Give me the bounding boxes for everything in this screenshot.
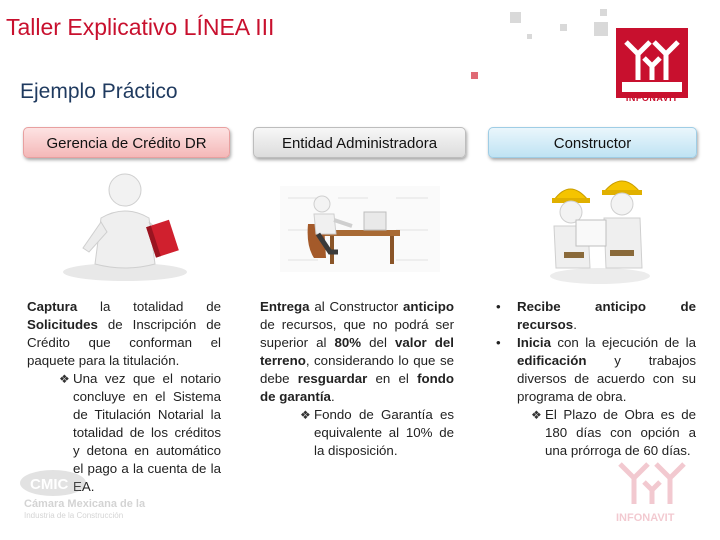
text-run: de recursos, que no podrá ser superior al <box>260 317 454 350</box>
text-run: la totalidad de <box>77 299 221 314</box>
column-entidad-text <box>260 298 454 460</box>
text-bold: Solicitudes <box>27 317 98 332</box>
logo-wordmark: INFONAVIT <box>625 93 679 103</box>
decor-square <box>527 34 532 39</box>
cmic-watermark-title: Cámara Mexicana de la <box>24 498 146 510</box>
decor-square <box>471 72 478 79</box>
text-bold: resguardar <box>297 371 368 386</box>
text-run: al Constructor <box>309 299 404 314</box>
construction-workers-image <box>540 164 660 286</box>
text-run: y trabajos diversos de acuerdo con su programa de obra. <box>517 353 696 404</box>
entidad-subitem <box>300 406 454 460</box>
svg-text:CMIC: CMIC <box>30 476 69 493</box>
person-at-desk-image <box>278 180 443 276</box>
bullet-dot-icon: • <box>496 299 501 314</box>
text-bold: Captura <box>27 299 78 314</box>
header-gerencia-credito: Gerencia de Crédito DR <box>23 127 230 158</box>
diamond-bullet-icon: ❖ <box>59 372 70 386</box>
text-bold: anticipo <box>403 299 454 314</box>
text-run: . <box>330 389 335 404</box>
cmic-watermark-subtitle: Industria de la Construcción <box>24 511 124 520</box>
infonavit-watermark-icon <box>612 458 692 510</box>
entidad-subitem-text: Fondo de Garantía es equivalente al 10% de la disposición. <box>314 407 454 458</box>
text-bold: fondo de garantía <box>260 371 454 404</box>
entidad-paragraph <box>260 298 454 406</box>
text-bold: valor del terreno <box>260 335 454 368</box>
infonavit-watermark-text: INFONAVIT <box>616 512 675 524</box>
text-run: . <box>573 317 577 332</box>
text-run: en el <box>367 371 418 386</box>
slide-title: Taller Explicativo LÍNEA III <box>6 14 275 40</box>
text-run: , considerando lo que se debe <box>260 353 454 386</box>
bullet-dot-icon: • <box>496 335 501 350</box>
constructor-bullet-1 <box>496 298 696 334</box>
header-entidad-administradora: Entidad Administradora <box>253 127 466 158</box>
gerencia-subitem-text: Una vez que el notario concluye en el Sistema de Titulación Notarial la totalidad de los créditos y detona en automático el pago a la cuenta de la EA. <box>73 371 221 494</box>
text-bold: Recibe anticipo de recursos <box>517 299 696 332</box>
infonavit-logo <box>616 28 688 98</box>
person-holding-book-image <box>45 168 205 286</box>
infonavit-watermark <box>612 458 702 530</box>
decor-square <box>510 12 521 23</box>
slide-subtitle: Ejemplo Práctico <box>20 80 178 103</box>
constructor-bullet-2 <box>496 334 696 406</box>
constructor-subitem <box>531 406 696 460</box>
gerencia-subitem <box>59 370 221 496</box>
text-bold: 80% <box>334 335 362 350</box>
decor-square <box>594 22 608 36</box>
diamond-bullet-icon: ❖ <box>300 408 311 422</box>
text-run: del <box>361 335 395 350</box>
constructor-subitem-text: El Plazo de Obra es de 180 días con opción a una prórroga de 60 días. <box>545 407 696 458</box>
column-gerencia-text <box>27 298 221 496</box>
text-bold: edificación <box>517 353 587 368</box>
decor-square <box>600 9 607 16</box>
column-constructor-text <box>496 298 696 460</box>
text-run: con la ejecución de la <box>551 335 696 350</box>
diamond-bullet-icon: ❖ <box>531 408 542 422</box>
header-constructor: Constructor <box>488 127 697 158</box>
text-bold: Inicia <box>517 335 551 350</box>
gerencia-paragraph <box>27 298 221 370</box>
text-bold: Entrega <box>260 299 310 314</box>
decor-square <box>560 24 567 31</box>
text-run: de Inscripción de Crédito que conforman el paquete para la titulación. <box>27 317 221 368</box>
